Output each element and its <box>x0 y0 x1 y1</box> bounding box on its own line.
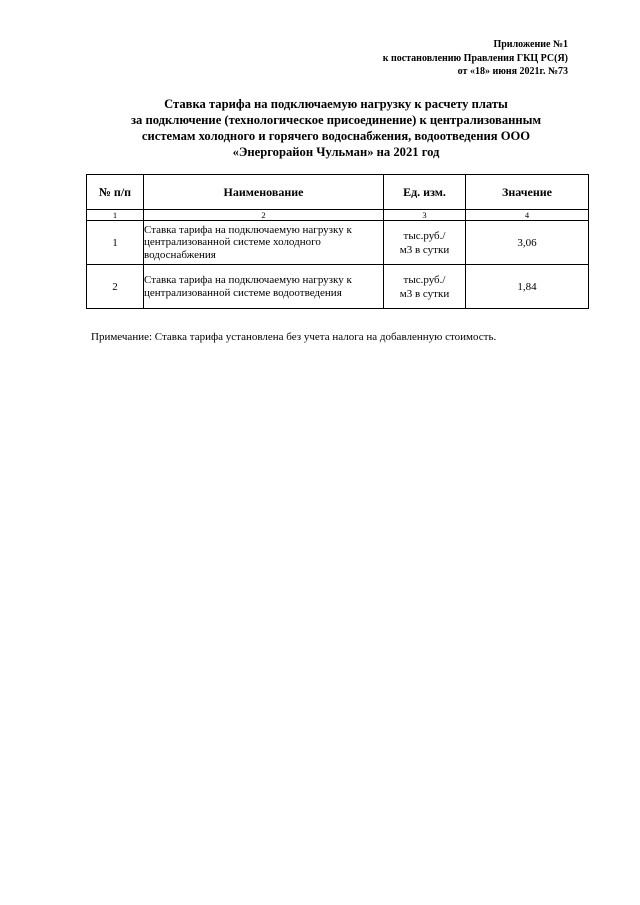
title-line-3: системам холодного и горячего водоснабжения, водоотведения ООО <box>141 129 531 143</box>
header-value: Значение <box>466 175 589 210</box>
table-row <box>87 265 589 309</box>
title-line-2: за подключение (технологическое присоединение) к централизованным <box>130 113 542 127</box>
table-index-row <box>87 210 589 221</box>
index-cell: 2 <box>144 210 384 221</box>
unit-line-2: м3 в сутки <box>399 287 450 300</box>
header-name: Наименование <box>144 175 384 210</box>
index-cell: 1 <box>87 210 144 221</box>
index-cell: 4 <box>466 210 589 221</box>
index-cell: 3 <box>384 210 466 221</box>
unit-line-2: м3 в сутки <box>399 243 450 256</box>
header-unit: Ед. изм. <box>384 175 466 210</box>
row-number: 1 <box>87 221 144 265</box>
row-value: 1,84 <box>466 265 589 309</box>
appendix-block <box>383 38 568 79</box>
row-unit <box>384 265 466 309</box>
row-name: Ставка тарифа на подключаемую нагрузку к централизованной системе водоотведения <box>144 265 384 309</box>
tariff-table <box>86 174 589 309</box>
row-unit <box>384 221 466 265</box>
title-line-4: «Энергорайон Чульман» на 2021 год <box>232 145 440 159</box>
appendix-date: от «18» июня 2021г. №73 <box>457 66 568 77</box>
unit-line-1: тыс.руб./ <box>403 229 446 242</box>
document-title <box>80 96 592 160</box>
appendix-number: Приложение №1 <box>493 39 568 50</box>
table-header-row <box>87 175 589 210</box>
header-number: № п/п <box>87 175 144 210</box>
row-name: Ставка тарифа на подключаемую нагрузку к централизованной системе холодного водоснабжения <box>144 221 384 265</box>
title-line-1: Ставка тарифа на подключаемую нагрузку к расчету платы <box>164 97 508 111</box>
unit-line-1: тыс.руб./ <box>403 273 446 286</box>
table-row <box>87 221 589 265</box>
row-value: 3,06 <box>466 221 589 265</box>
appendix-resolution: к постановлению Правления ГКЦ РС(Я) <box>382 52 568 64</box>
row-number: 2 <box>87 265 144 309</box>
footnote: Примечание: Ставка тарифа установлена без учета налога на добавленную стоимость. <box>91 331 497 343</box>
